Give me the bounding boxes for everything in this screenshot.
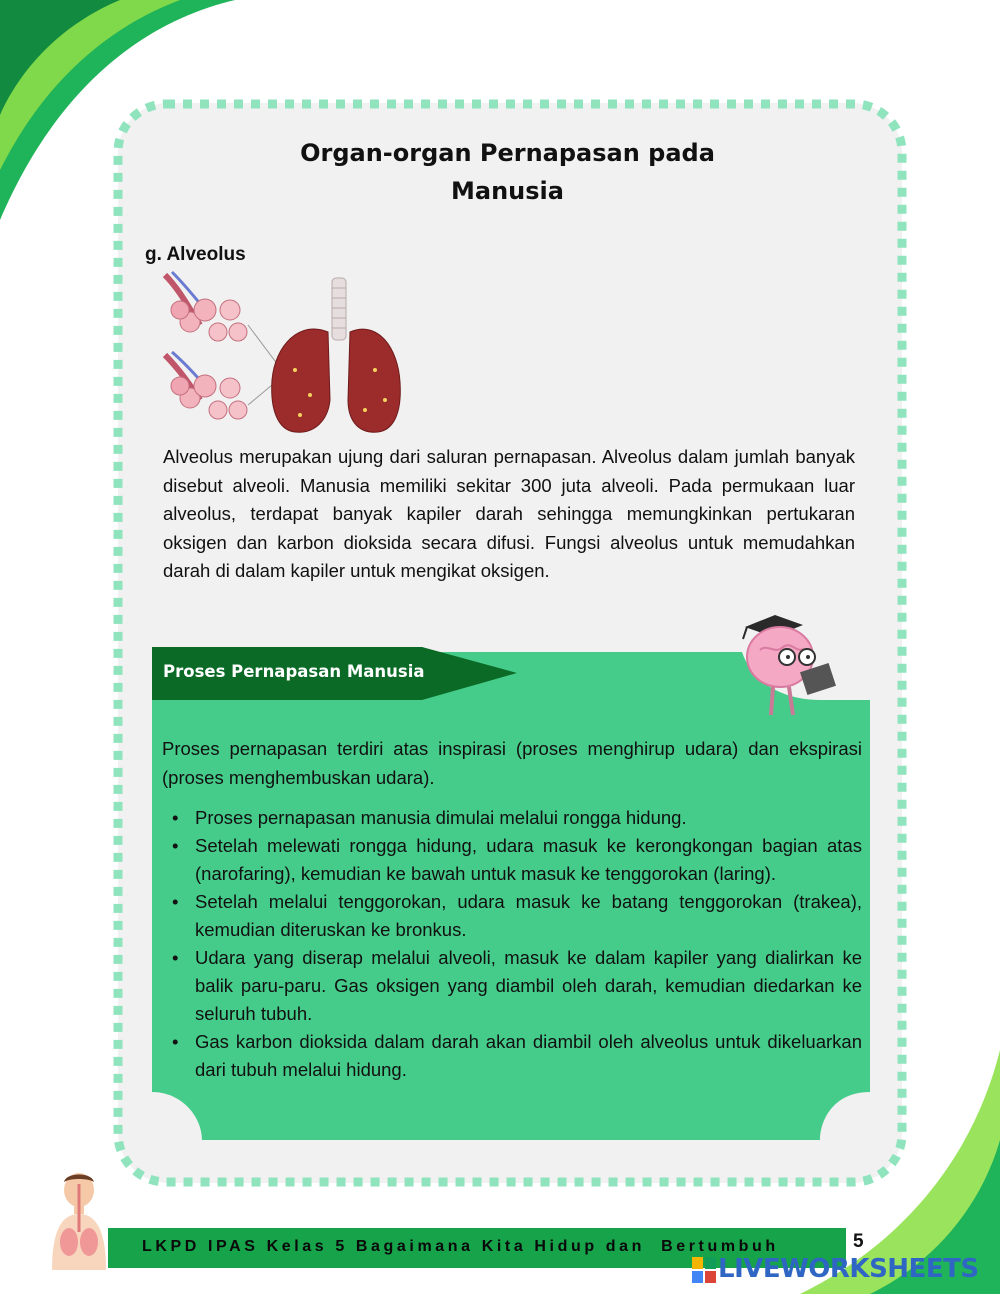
section-heading: g. Alveolus [145, 244, 246, 265]
page-title [230, 134, 785, 210]
right-lung [348, 329, 400, 432]
list-item [162, 888, 862, 944]
list-item [162, 804, 862, 832]
process-intro-paragraph: Proses pernapasan terdiri atas inspirasi (proses menghirup udara) dan ekspirasi (proses menghembuskan udara). [162, 738, 862, 788]
alveolus-lungs-illustration [160, 270, 410, 435]
list-item [162, 832, 862, 888]
list-item-text: Setelah melewati rongga hidung, udara masuk ke kerongkongan bagian atas (narofaring), kemudian ke bawah untuk masuk ke tenggorokan (laring). [195, 835, 862, 884]
page-title-line-2: Manusia [451, 177, 564, 205]
alveoli-cluster-bottom [165, 352, 247, 419]
bullet-glyph: • [172, 947, 179, 968]
bullet-glyph: • [172, 835, 179, 856]
trachea [332, 278, 346, 340]
footer-text: LKPD IPAS Kelas 5 Bagaimana Kita Hidup dan Bertumbuh [142, 1238, 779, 1255]
list-item-text: Gas karbon dioksida dalam darah akan diambil oleh alveolus untuk dikeluarkan dari tubuh melalui hidung. [195, 1031, 862, 1080]
page-title-line-1: Organ-organ Pernapasan pada [300, 139, 715, 167]
list-item-text: Setelah melalui tenggorokan, udara masuk ke batang tenggorokan (trakea), kemudian diteruskan ke bronkus. [195, 891, 862, 940]
process-steps-list [162, 804, 862, 1084]
page-number: 5 [853, 1231, 864, 1252]
brain-graduate-mascot [735, 605, 845, 720]
bullet-glyph: • [172, 891, 179, 912]
liveworksheets-logo-icon [692, 1257, 716, 1283]
bullet-glyph: • [172, 1031, 179, 1052]
alveoli-cluster-top [165, 272, 247, 341]
process-banner-label: Proses Pernapasan Manusia [163, 662, 425, 681]
list-item-text: Udara yang diserap melalui alveoli, masuk ke dalam kapiler yang dialirkan ke balik paru-paru. Gas oksigen yang diambil oleh darah, kemudian diedarkan ke seluruh tubuh. [195, 947, 862, 1024]
list-item-text: Proses pernapasan manusia dimulai melalui rongga hidung. [195, 807, 687, 828]
alveolus-paragraph: Alveolus merupakan ujung dari saluran pernapasan. Alveolus dalam jumlah banyak disebut alveoli. Manusia memiliki sekitar 300 juta alveoli. Pada permukaan luar alveolus, terdapat banyak kapiler darah sehingga memungkinkan pertukaran oksigen dan karbon dioksida secara difusi. Fungsi alveolus untuk memudahkan darah di dalam kapiler untuk mengikat oksigen. [163, 446, 855, 581]
bullet-glyph: • [172, 807, 179, 828]
watermark-text: LIVEWORKSHEETS [718, 1254, 979, 1284]
list-item [162, 1028, 862, 1084]
respiratory-system-figure-icon [48, 1170, 110, 1270]
list-item [162, 944, 862, 1028]
